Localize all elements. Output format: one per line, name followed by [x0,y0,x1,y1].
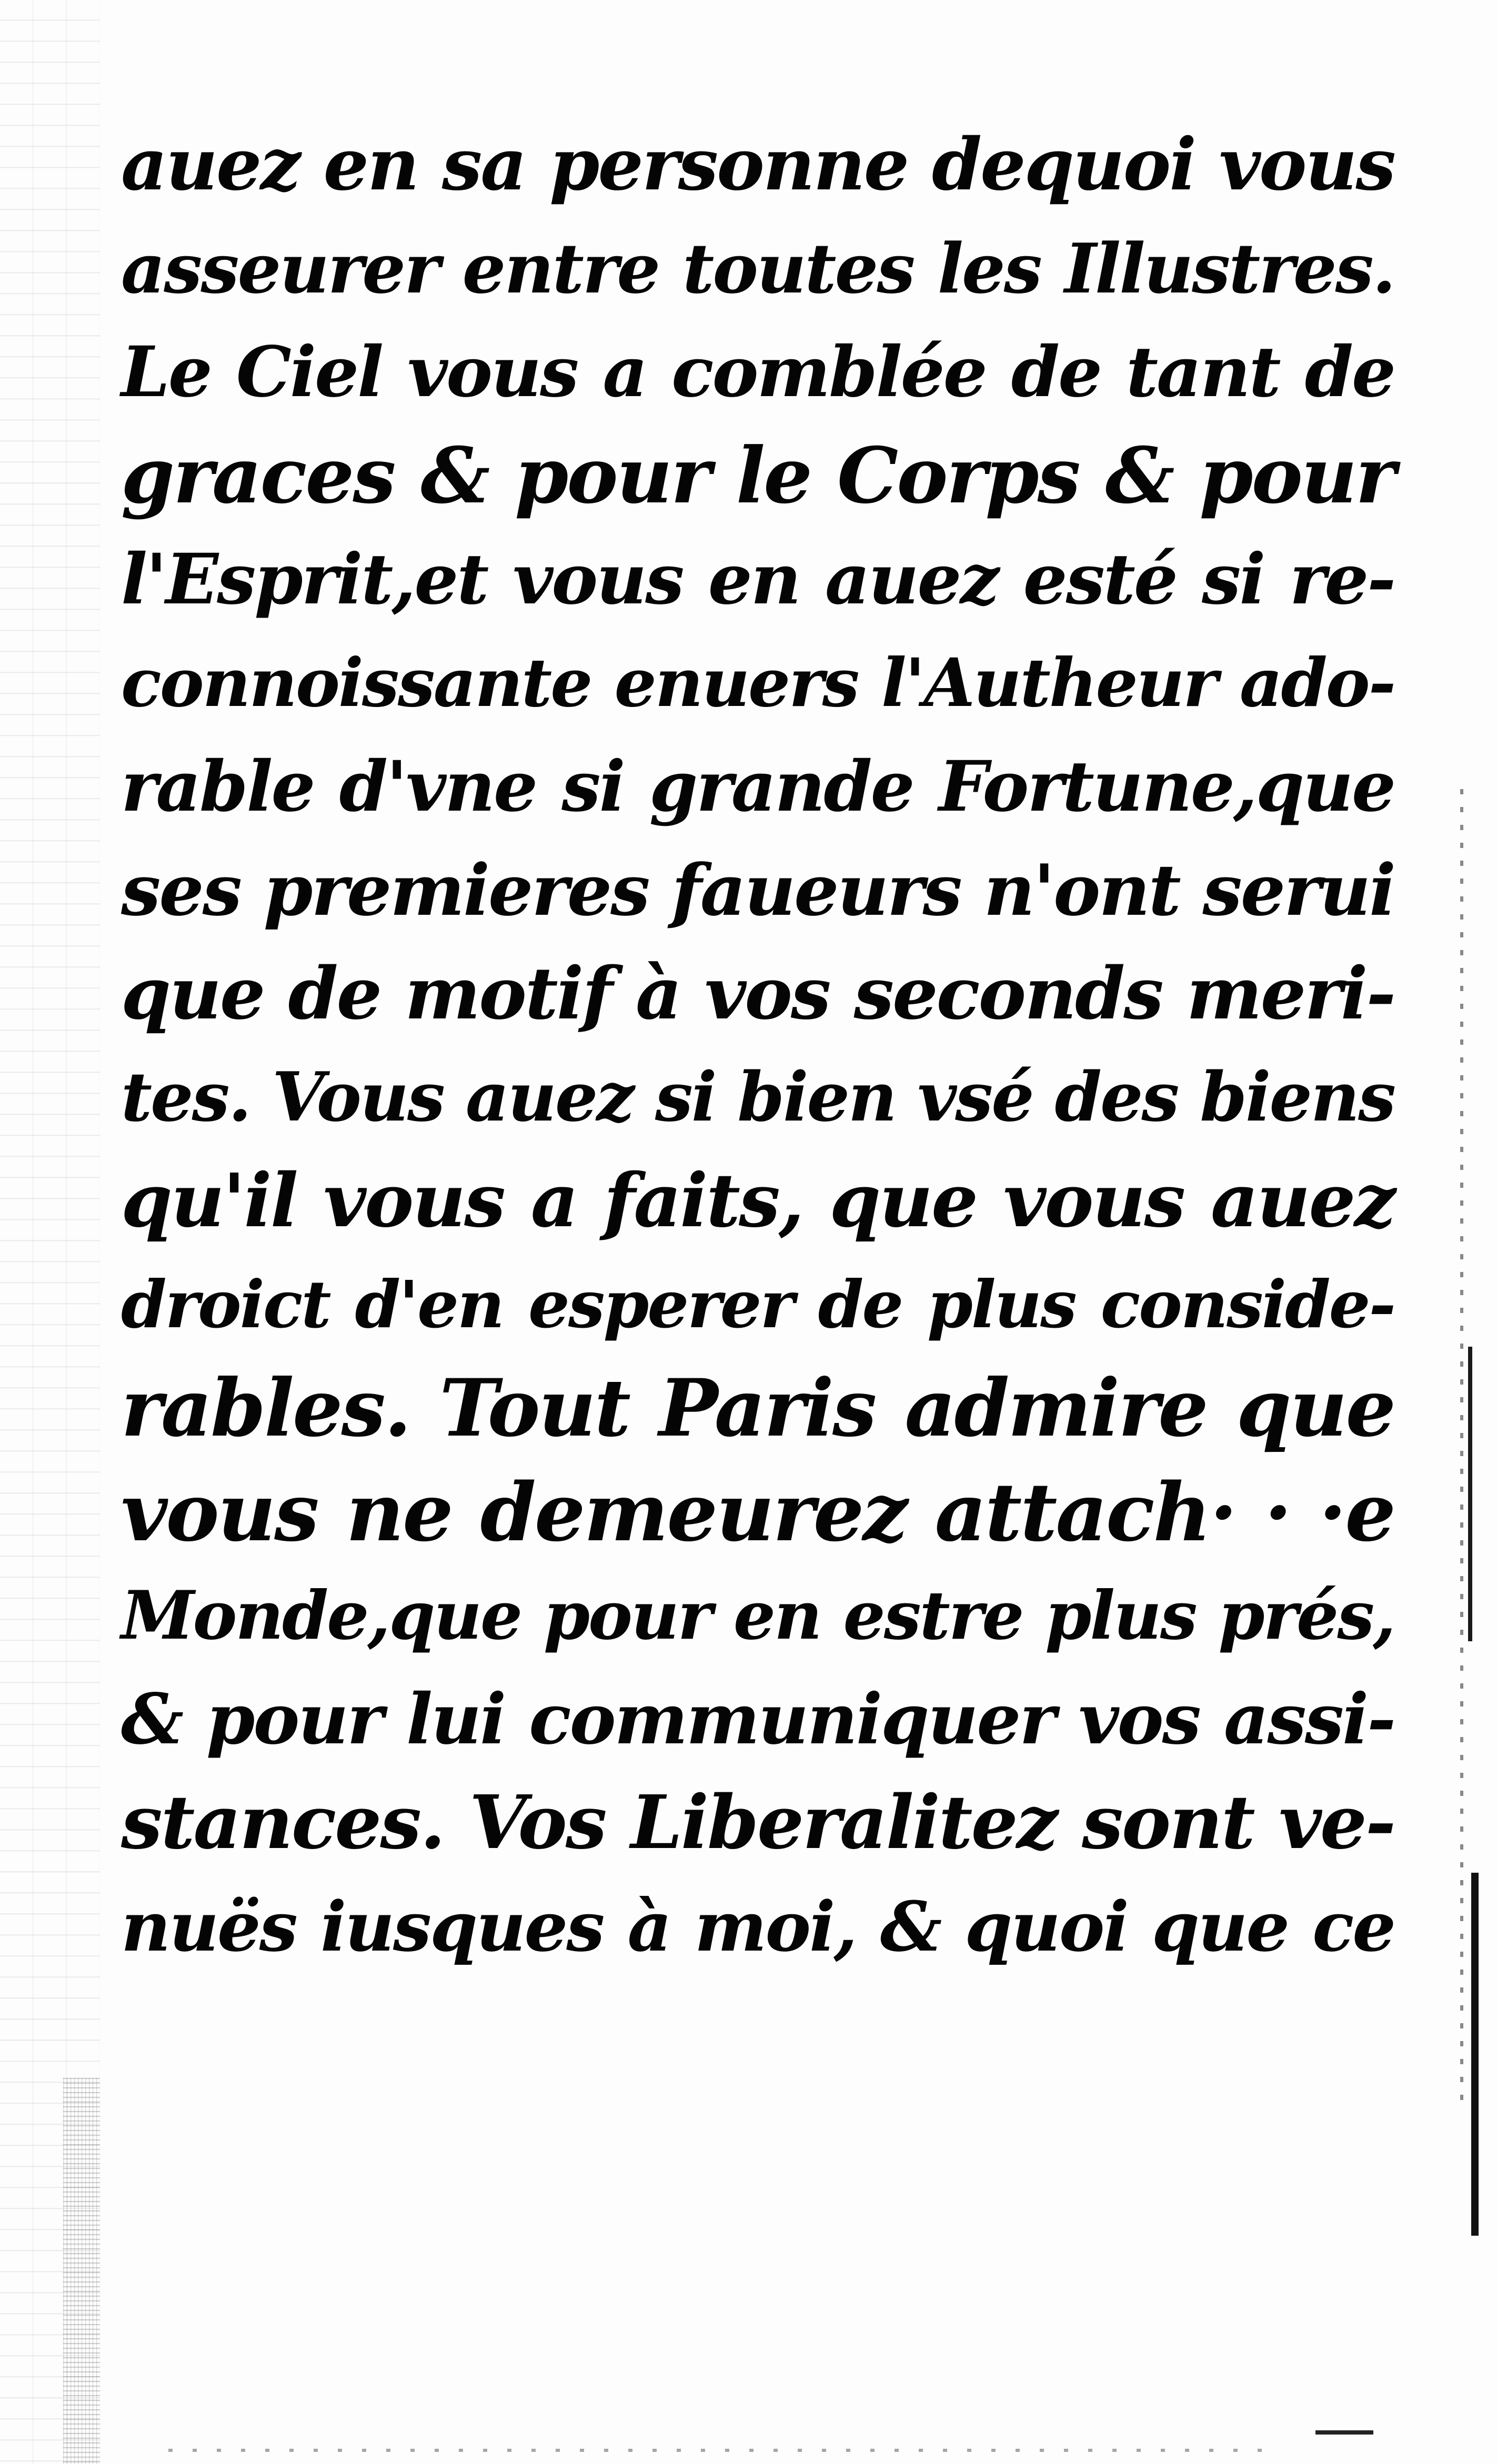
bottom-dash-mark [1315,2430,1373,2435]
gutter-rule-mark [1468,1347,1472,1641]
text-line: nuës iusques à moi, & quoi que ce [121,1886,1394,1967]
text-line: graces & pour le Corps & pour [121,431,1394,521]
text-line: qu'il vous a faits, que vous auez [121,1158,1394,1244]
bottom-speckle [168,2449,1273,2452]
body-text [121,113,1394,1978]
text-line: rable d'vne si grande Fortune,que [121,746,1394,827]
text-line: l'Esprit,et vous en auez esté si re- [121,539,1394,620]
text-line: Monde,que pour en estre plus prés, [121,1577,1394,1654]
text-line: Le Ciel vous a comblée de tant de [121,331,1394,413]
text-line: auez en sa personne dequoi vous [121,123,1394,207]
page-edge-speckle [63,2078,100,2464]
text-line: que de motif à vos seconds meri- [121,952,1394,1036]
text-line: droict d'en esperer de plus conside- [121,1267,1394,1343]
text-line: tes. Vous auez si bien vsé des biens [121,1058,1394,1137]
text-line: vous ne demeurez attach· · ·e [121,1465,1394,1559]
text-line: asseurer entre toutes les Illustres. [121,228,1394,309]
text-line: ses premieres faueurs n'ont serui [121,849,1394,932]
text-line: stances. Vos Liberalitez sont ve- [121,1780,1394,1866]
text-line: & pour lui communiquer vos assi- [121,1679,1394,1760]
gutter-rule-mark-lower [1471,1873,1479,2236]
text-line: connoissante enuers l'Autheur ado- [121,644,1394,722]
gutter-dotted-mark [1460,789,1463,2104]
text-line: rables. Tout Paris admire que [121,1362,1394,1455]
